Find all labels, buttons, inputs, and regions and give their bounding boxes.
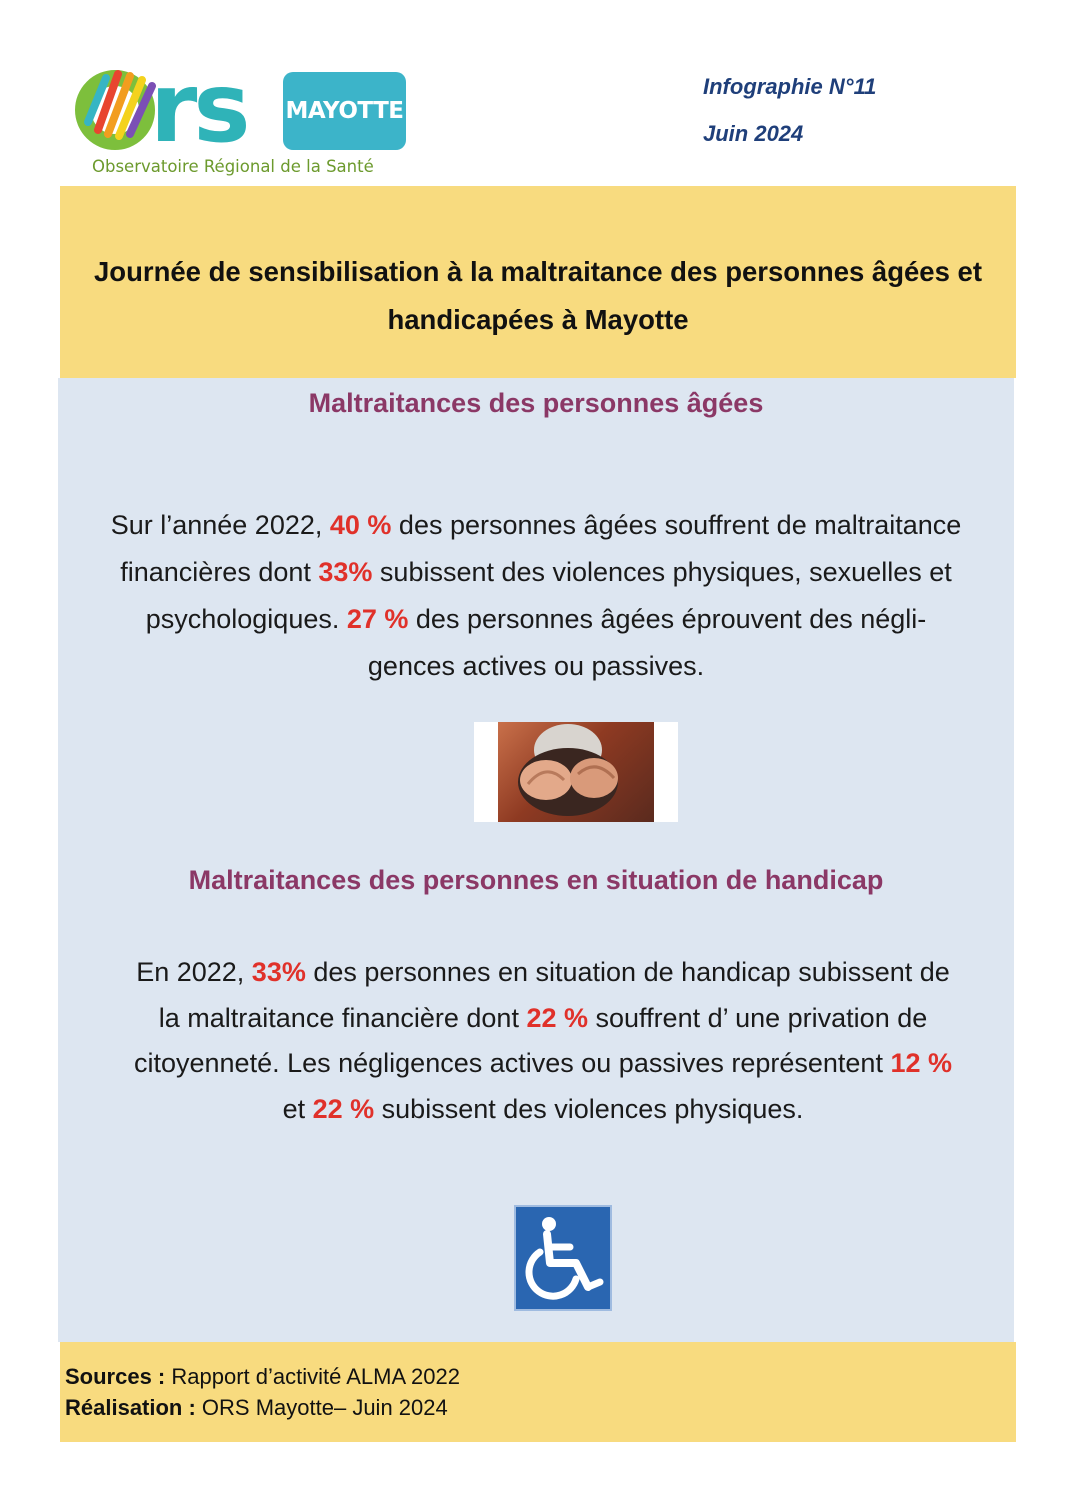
elderly-photo	[474, 722, 678, 822]
paragraph-elderly	[58, 502, 1014, 690]
logo-mayotte-badge: MAYOTTE	[283, 72, 406, 150]
elderly-person-covering-face-icon	[498, 722, 654, 822]
logo-subtitle: Observatoire Régional de la Santé	[92, 157, 374, 176]
publication-number: Infographie N°11	[703, 74, 877, 99]
content-panel	[58, 378, 1014, 1342]
sources-footer	[60, 1342, 1016, 1442]
wheelchair-icon	[516, 1207, 610, 1309]
publication-date: Juin 2024	[703, 121, 804, 146]
paragraph-line: psychologiques. 27 % des personnes âgées éprouvent des négli-	[145, 604, 927, 634]
section-title-disability: Maltraitances des personnes en situation de handicap	[188, 865, 884, 895]
paragraph-line: gences actives ou passives.	[367, 651, 705, 681]
wheelchair-sign	[514, 1205, 612, 1311]
logo-rs-letters: rs	[150, 52, 247, 164]
sources-line: Sources : Rapport d’activité ALMA 2022	[65, 1364, 460, 1389]
title-line-1: Journée de sensibilisation à la maltraitance des personnes âgées et	[94, 256, 982, 287]
paragraph-line: Sur l’année 2022, 40 % des personnes âgées souffrent de maltraitance	[110, 510, 962, 540]
paragraph-line: financières dont 33% subissent des violences physiques, sexuelles et	[120, 557, 952, 587]
title-banner	[60, 186, 1016, 378]
paragraph-line: et 22 % subissent des violences physiques.	[282, 1093, 804, 1124]
paragraph-line: citoyenneté. Les négligences actives ou passives représentent 12 %	[133, 1048, 952, 1078]
credit-line: Réalisation : ORS Mayotte– Juin 2024	[65, 1395, 448, 1420]
paragraph-line: En 2022, 33% des personnes en situation de handicap subissent de	[136, 957, 950, 987]
title-line-2: handicapées à Mayotte	[387, 304, 689, 335]
section-title-elderly: Maltraitances des personnes âgées	[308, 388, 764, 418]
paragraph-disability	[78, 950, 1008, 1132]
page-title	[60, 248, 1016, 344]
paragraph-line: la maltraitance financière dont 22 % souffrent d’ une privation de	[158, 1002, 928, 1033]
ors-logo	[70, 52, 415, 182]
